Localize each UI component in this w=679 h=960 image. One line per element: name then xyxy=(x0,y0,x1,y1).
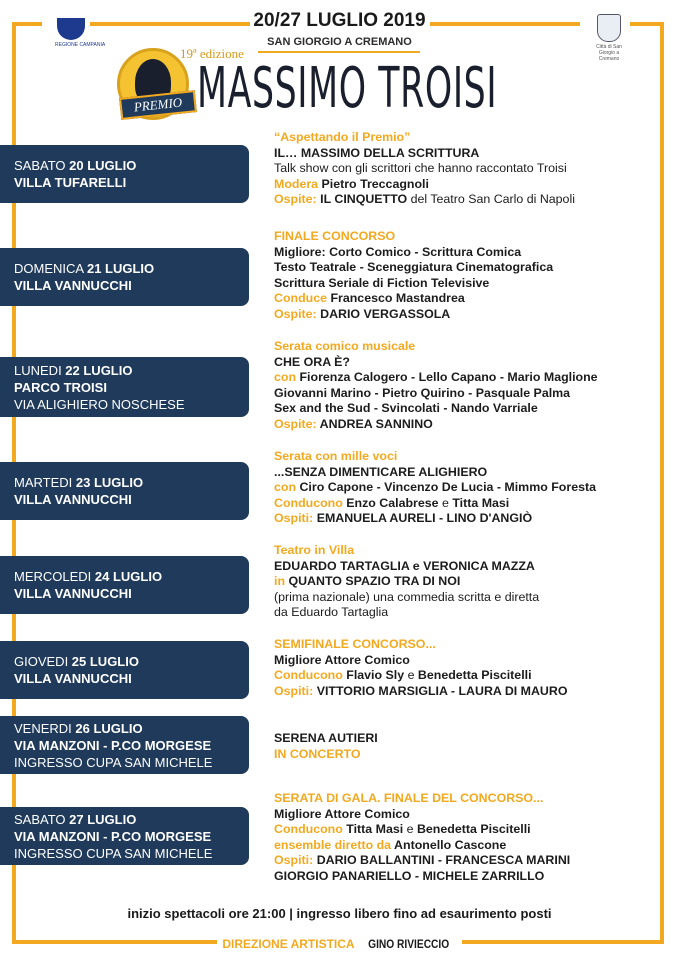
day-bar-2: DOMENICA 21 LUGLIO VILLA VANNUCCHI xyxy=(0,248,249,306)
event-1: “Aspettando il Premio” IL… MASSIMO DELLA SCRITTURA Talk show con gli scrittori che hanno raccontato Troisi Modera Pietro Treccagnoli Ospite: IL CINQUETTO del Teatro San Carlo di Napoli xyxy=(274,130,575,207)
day-bar-3: LUNEDI 22 LUGLIO PARCO TROISI VIA ALIGHIERO NOSCHESE xyxy=(0,357,249,417)
event-2: FINALE CONCORSO Migliore: Corto Comico - Scrittura Comica Testo Teatrale - Sceneggiatura Cinematografica Scrittura Seriale di Fiction Televisive Conduce Francesco Mastandrea Ospite: DARIO VERGASSOLA xyxy=(274,229,554,321)
day-bar-5: MERCOLEDI 24 LUGLIO VILLA VANNUCCHI xyxy=(0,556,249,614)
premio-ribbon: PREMIO xyxy=(119,90,197,120)
day-bar-8: SABATO 27 LUGLIO VIA MANZONI - P.CO MORGESE INGRESSO CUPA SAN MICHELE xyxy=(0,807,249,865)
event-4: Serata con mille voci ...SENZA DIMENTICARE ALIGHIERO con Ciro Capone - Vincenzo De Lucia - Mimmo Foresta Conducono Enzo Calabrese e Titta Masi Ospiti: EMANUELA AURELI - LINO D'ANGIÒ xyxy=(274,449,596,526)
event-8: SERATA DI GALA. FINALE DEL CONCORSO... Migliore Attore Comico Conducono Titta Masi e Benedetta Piscitelli ensemble diretto da Antonello Cascone Ospiti: DARIO BALLANTINI - FRANCESCA MARINI GIORGIO PANARIELLO - MICHELE ZARRILLO xyxy=(274,791,571,883)
event-6: SEMIFINALE CONCORSO... Migliore Attore Comico Conducono Flavio Sly e Benedetta Piscitelli Ospiti: VITTORIO MARSIGLIA - LAURA DI MAURO xyxy=(274,637,568,698)
festival-place: SAN GIORGIO A CREMANO xyxy=(267,36,412,48)
header-rule xyxy=(258,51,420,53)
event-3: Serata comico musicale CHE ORA È? con Fiorenza Calogero - Lello Capano - Mario Maglione Giovanni Marino - Pietro Quirino - Pasquale Palma Sex and the Sud - Svincolati - Nando Varriale Ospite: ANDREA SANNINO xyxy=(274,339,598,431)
day-bar-4: MARTEDI 23 LUGLIO VILLA VANNUCCHI xyxy=(0,462,249,520)
day-bar-6: GIOVEDI 25 LUGLIO VILLA VANNUCCHI xyxy=(0,641,249,699)
footer-info: inizio spettacoli ore 21:00 | ingresso libero fino ad esaurimento posti xyxy=(127,906,552,921)
comune-crest-logo: Città di San Giorgio a Cremano xyxy=(588,14,630,58)
day-bar-7: VENERDI 26 LUGLIO VIA MANZONI - P.CO MORGESE INGRESSO CUPA SAN MICHELE xyxy=(0,716,249,774)
day-bar-1: SABATO 20 LUGLIO VILLA TUFARELLI xyxy=(0,145,249,203)
edition-label: 19ª edizione xyxy=(180,46,244,61)
festival-title: MASSIMO TROISI xyxy=(197,56,498,121)
event-7: SERENA AUTIERI IN CONCERTO xyxy=(274,731,378,761)
direzione-artistica: DIREZIONE ARTISTICA GINO RIVIECCIO xyxy=(222,937,450,951)
event-5: Teatro in Villa EDUARDO TARTAGLIA e VERONICA MAZZA in QUANTO SPAZIO TRA DI NOI (prima nazionale) una commedia scritta e diretta da Eduardo Tartaglia xyxy=(274,543,540,620)
regione-campania-logo: REGIONE CAMPANIA xyxy=(55,18,87,52)
festival-dates: 20/27 LUGLIO 2019 xyxy=(253,10,426,31)
